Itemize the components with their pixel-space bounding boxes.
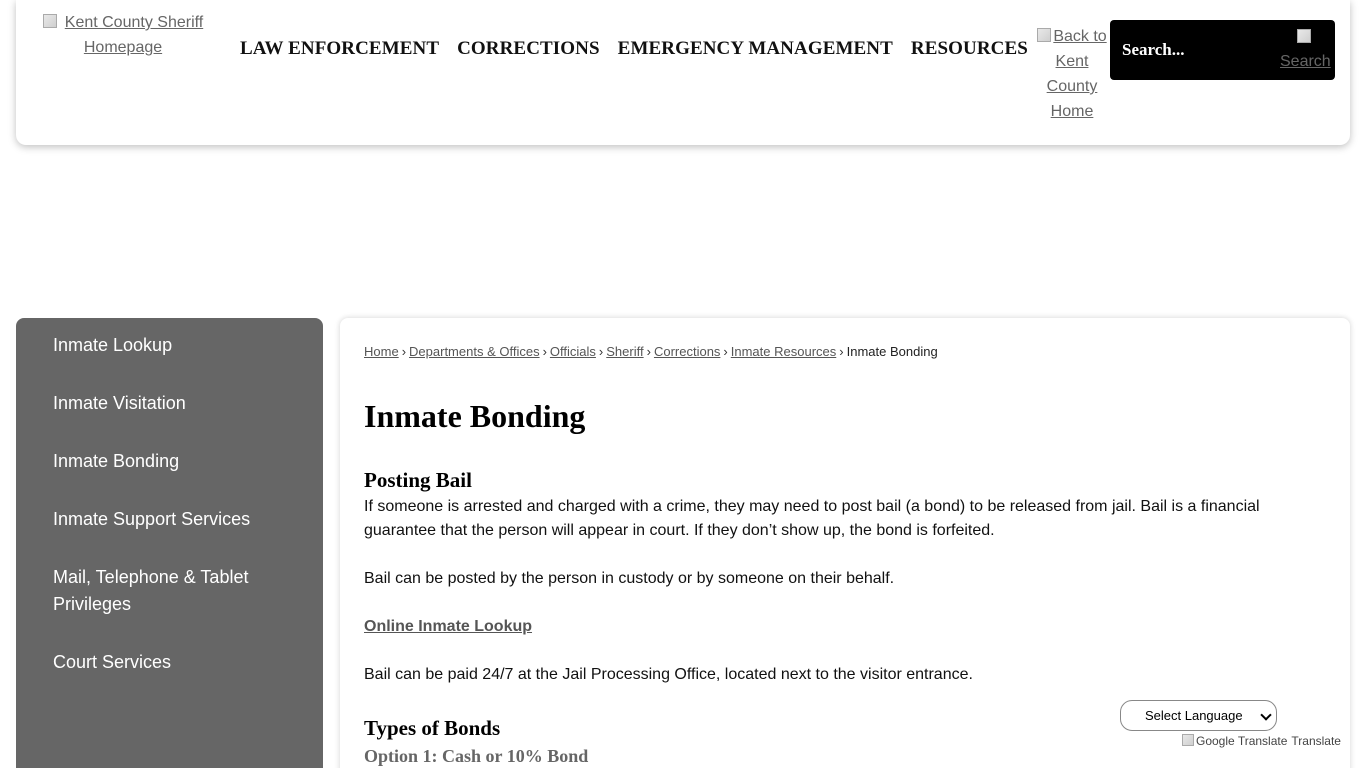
- google-translate-credit: [1182, 734, 1341, 748]
- page-title: Inmate Bonding: [364, 398, 586, 434]
- breadcrumb-separator: ›: [646, 344, 651, 359]
- section-heading-posting-bail: Posting Bail: [364, 468, 472, 492]
- section-heading-types-of-bonds: Types of Bonds: [364, 716, 501, 740]
- breadcrumb-officials[interactable]: Officials: [549, 344, 596, 359]
- site-header: [16, 0, 1350, 145]
- breadcrumb-separator: ›: [401, 344, 407, 359]
- back-link-alt-text: Back to Kent County Home: [1046, 28, 1107, 120]
- subheading-option-1: Option 1: Cash or 10% Bond: [364, 746, 589, 766]
- breadcrumb-separator: ›: [598, 344, 604, 359]
- sidebar-item-inmate-bonding[interactable]: Inmate Bonding: [53, 451, 180, 471]
- breadcrumb-separator: ›: [723, 344, 728, 359]
- nav-resources[interactable]: RESOURCES: [910, 38, 1028, 59]
- search-button-alt-text: Search: [1280, 53, 1331, 70]
- logo-alt-text: Kent County Sheriff Homepage: [64, 14, 204, 56]
- back-to-county-home-link[interactable]: [1032, 24, 1112, 124]
- search-icon: [1297, 29, 1311, 43]
- breadcrumb-home[interactable]: Home: [364, 344, 399, 359]
- search-button[interactable]: [1280, 26, 1330, 74]
- broken-image-icon: [1037, 28, 1051, 42]
- sidebar-item-inmate-visitation[interactable]: Inmate Visitation: [53, 393, 186, 413]
- breadcrumb-separator: ›: [839, 344, 844, 359]
- paragraph-payment-location: Bail can be paid 24/7 at the Jail Processing Office, located next to the visitor entrance.: [364, 666, 973, 683]
- sidebar-item-inmate-support-services[interactable]: Inmate Support Services: [53, 509, 251, 529]
- sidebar-item-mail-telephone-tablet[interactable]: Mail, Telephone & Tablet Privileges: [53, 567, 249, 614]
- sheriff-logo-link[interactable]: [30, 10, 216, 60]
- sidebar-item-inmate-lookup[interactable]: Inmate Lookup: [53, 335, 173, 355]
- breadcrumb-departments[interactable]: Departments & Offices: [409, 344, 540, 359]
- nav-corrections[interactable]: CORRECTIONS: [457, 38, 600, 59]
- main-nav: [240, 38, 1028, 60]
- sidebar-item-court-services[interactable]: Court Services: [53, 652, 172, 672]
- nav-emergency-management[interactable]: EMERGENCY MANAGEMENT: [617, 38, 893, 59]
- google-translate-logo-icon: [1182, 734, 1194, 746]
- search-input[interactable]: [1122, 38, 1272, 62]
- breadcrumb-sheriff[interactable]: Sheriff: [606, 344, 644, 359]
- sidebar-nav: [16, 318, 323, 768]
- breadcrumb-corrections[interactable]: Corrections: [653, 344, 721, 359]
- breadcrumb-current: Inmate Bonding: [846, 344, 938, 359]
- paragraph-who-can-post: Bail can be posted by the person in custody or by someone on their behalf.: [364, 570, 895, 587]
- paragraph-bail-explanation: If someone is arrested and charged with a crime, they may need to post bail (a bond) to be released from jail. Bail is a financial guarantee that the person will appear in court. If they don’t show up, the bond is forfeited.: [364, 498, 1260, 539]
- broken-image-icon: [43, 14, 57, 28]
- breadcrumb: [364, 344, 938, 359]
- language-select-label: Select Language: [1145, 708, 1243, 723]
- language-select[interactable]: [1120, 700, 1277, 731]
- chevron-down-icon: [1260, 709, 1271, 720]
- breadcrumb-inmate-resources[interactable]: Inmate Resources: [730, 344, 837, 359]
- nav-law-enforcement[interactable]: LAW ENFORCEMENT: [240, 38, 440, 59]
- online-inmate-lookup-link[interactable]: Online Inmate Lookup: [364, 618, 533, 635]
- breadcrumb-separator: ›: [542, 344, 547, 359]
- translate-link[interactable]: Translate: [1291, 734, 1341, 748]
- search-box: [1110, 20, 1335, 80]
- google-translate-alt-text: Google Translate: [1196, 734, 1288, 748]
